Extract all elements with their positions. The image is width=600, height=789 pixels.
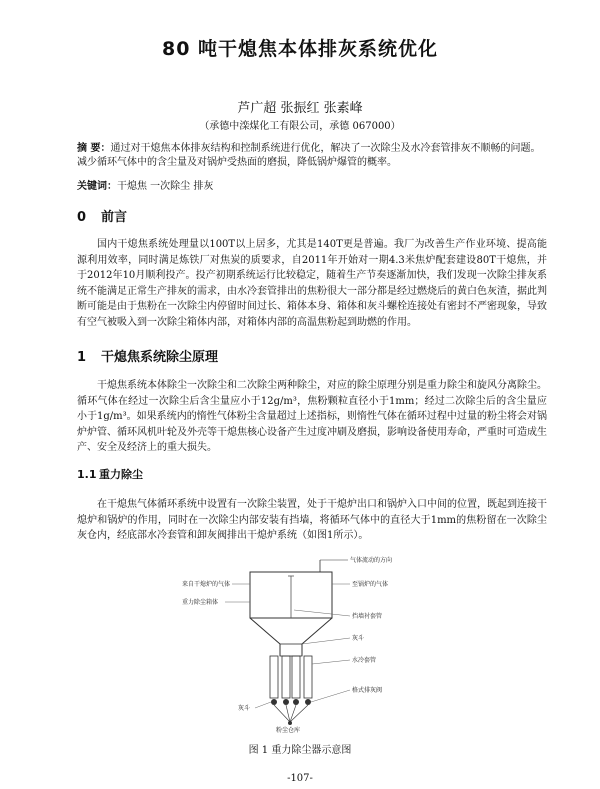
label-hopper: 灰斗 — [352, 635, 365, 642]
keywords — [77, 177, 213, 192]
cooling-tube — [304, 656, 312, 698]
authors: 芦广超 张振红 张素峰 — [237, 101, 363, 116]
section-paragraph: 在干熄焦气体循环系统中设置有一次除尘装置，处于干熄炉出口和锅炉入口中间的位置，既起到连接干熄炉和锅炉的作用，同时在一次除尘内部安装有挡墙，将循环气体中的直径大于1mm的焦粉留在一次除尘灰仓内，经底部水冷套管和卸灰阀排出干熄炉系统（如图1所示）。 — [77, 499, 547, 541]
leader-lines — [225, 584, 350, 708]
paper-title: 80 吨干熄焦本体排灰系统优化 — [161, 38, 439, 60]
dust-bin-point — [288, 721, 292, 725]
section-title: 干熄焦系统除尘原理 — [101, 350, 219, 365]
hopper-neck — [280, 644, 302, 656]
label-discharge-valve: 格式排灰阀 — [352, 687, 383, 694]
discharge-lines — [274, 705, 308, 722]
keywords-text: 干熄焦 一次除尘 排灰 — [117, 181, 214, 192]
section-paragraph: 国内干熄焦系统处理量以100T以上居多，尤其是140T更是普遍。我厂为改善生产作业环境、提高能源利用效率，同时满足炼铁厂对焦炭的质要求，自2011年开始对一期4.3米焦炉配套建设80T干熄焦，并于2012年10月顺利投产。投产初期系统运行比较稳定，随着生产节奏逐渐加快，我们发现一次除尘排灰系统不能满足正常生产排灰的需求，由水冷套管排出的焦粉很大一部分都是经过燃烧后的黄白色灰渣，据此判断可能是由于焦粉在一次除尘内停留时间过长、箱体本身、箱体和灰斗螺栓连接处有密封不严密现象，导致有空气被吸入到一次除尘箱体内部，对箱体内部的高温焦粉起到助燃的作用。 — [77, 239, 547, 328]
cooling-tube — [282, 656, 290, 698]
valve — [293, 699, 299, 705]
label-ash-hopper: 灰斗 — [238, 705, 251, 712]
label-baffle: 挡墙衬套管 — [352, 613, 383, 620]
label-gravity-box: 重力除尘箱体 — [182, 599, 219, 606]
valve — [283, 699, 289, 705]
section-number: 0 — [77, 210, 87, 225]
page-number: -107- — [287, 773, 313, 784]
valve — [271, 699, 277, 705]
gravity-dust-collector-figure — [170, 552, 440, 734]
hopper-right — [302, 618, 332, 656]
discharge-valves — [271, 699, 311, 705]
cooling-tube — [292, 656, 300, 698]
abstract — [77, 142, 547, 170]
abstract-text: 通过对干熄焦本体排灰结构和控制系统进行优化，解决了一次除尘及水冷套管排灰不顺畅的问题。减少循环气体中的含尘量及对锅炉受热面的磨损，降低锅炉爆管的概率。 — [77, 143, 541, 168]
affiliation: （承德中滦煤化工有限公司，承德 067000） — [199, 121, 401, 132]
hopper-left — [250, 618, 280, 656]
subsection-heading — [77, 466, 143, 482]
section-title: 重力除尘 — [99, 468, 143, 481]
section-heading — [77, 346, 218, 365]
label-water-tube: 水冷套管 — [352, 657, 377, 664]
water-cooled-tubes — [270, 656, 312, 698]
label-dust-bin: 粉尘仓库 — [276, 727, 301, 734]
abstract-label: 摘 要： — [77, 143, 111, 154]
section-number: 1.1 — [77, 468, 97, 481]
valve — [305, 699, 311, 705]
keywords-label: 关键词： — [77, 181, 117, 192]
label-gas-to-boiler: 至锅炉的气体 — [352, 581, 389, 588]
figure-caption: 图 1 重力除尘器示意图 — [248, 745, 352, 756]
section-number: 1 — [77, 350, 87, 365]
cooling-tube — [270, 656, 278, 698]
section-title: 前言 — [101, 210, 128, 225]
section-heading — [77, 206, 127, 225]
label-gas-flow-direction: 气体流动的方向 — [350, 557, 393, 564]
section-paragraph: 干熄焦系统本体除尘一次除尘和二次除尘两种除尘，对应的除尘原理分别是重力除尘和旋风分离除尘。循环气体在经过一次除尘后含尘量应小于12g/m³，焦粉颗粒直径小于1mm；经过二次除尘后的含尘量应小于1g/m³。如果系统内的惰性气体粉尘含量超过上述指标，则惰性气体在循环过程中过量的粉尘将会对锅炉炉管、循环风机叶轮及外壳等干熄焦核心设备产生过度冲刷及磨损，影响设备使用寿命，严重时可造成生产、安全及经济上的重大损失。 — [77, 380, 547, 453]
label-gas-from-cdq: 来自干熄炉的气体 — [182, 581, 231, 588]
